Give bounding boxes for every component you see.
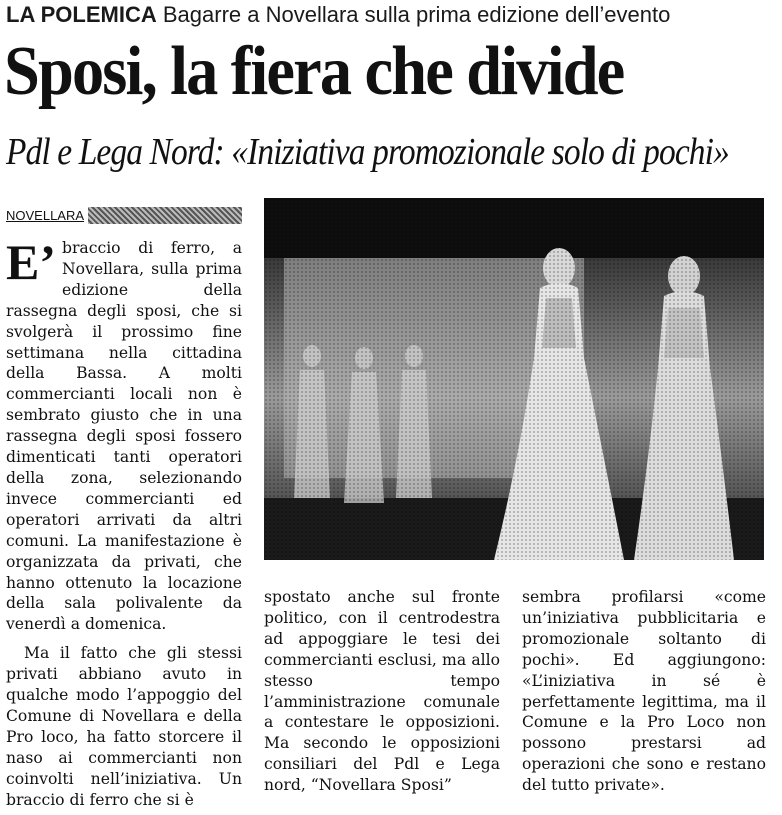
- drop-cap: E’: [6, 234, 56, 290]
- fashion-show-photo: [264, 198, 764, 560]
- article-column-2: spostato anche sul fronte politico, con il centrodestra ad appoggiare le tesi dei commercianti esclusi, ma allo stesso tempo l’amministrazione comunale a contestare le opposizioni. Ma secondo le opposizioni consiliari del Pdl e Lega nord, “Novellara Sposi”: [264, 588, 500, 795]
- kicker-tag: LA POLEMICA: [6, 2, 157, 27]
- paragraph-1-text: braccio di ferro, a Novellara, sulla prima edizione della rassegna degli sposi, che si svolgerà il prossimo fine settimana nella cittadina della Bassa. A molti commercianti locali non è sembrato giusto che in una rassegna degli sposi fossero dimenticati tanti operatori della zona, selezionando invece commercianti ed operatori arrivati da altri comuni. La manifestazione è organizzata da privati, che hanno ottenuto la locazione della sala polivalente da venerdì a domenica.: [6, 239, 242, 634]
- paragraph-1: [6, 234, 242, 635]
- headline: Sposi, la fiera che divide: [4, 33, 624, 110]
- section-label: [6, 207, 242, 224]
- article-column-3: sembra profilarsi «come un’iniziativa pubblicitaria e promozionale soltanto di pochi». Ed aggiungono: «L’iniziativa in sé è perfettamente legittima, ma il Comune e la Pro Loco non possono prestarsi ad operazioni che sono e restano del tutto private».: [522, 588, 766, 795]
- paragraph-2: Ma il fatto che gli stessi privati abbiano avuto in qualche modo l’appoggio del Comune di Novellara e della Pro loco, ha fatto storcere il naso ai commercianti non coinvolti nell’iniziativa. Un braccio di ferro che si è: [6, 644, 242, 809]
- section-label-text: NOVELLARA: [6, 207, 88, 224]
- kicker: [6, 2, 670, 28]
- fashion-show-photo-image: [264, 198, 764, 560]
- article-column-1: [6, 234, 242, 810]
- kicker-text: Bagarre a Novellara sulla prima edizione dell’evento: [162, 2, 671, 27]
- subheadline: Pdl e Lega Nord: «Iniziativa promozionale solo di pochi»: [6, 131, 729, 173]
